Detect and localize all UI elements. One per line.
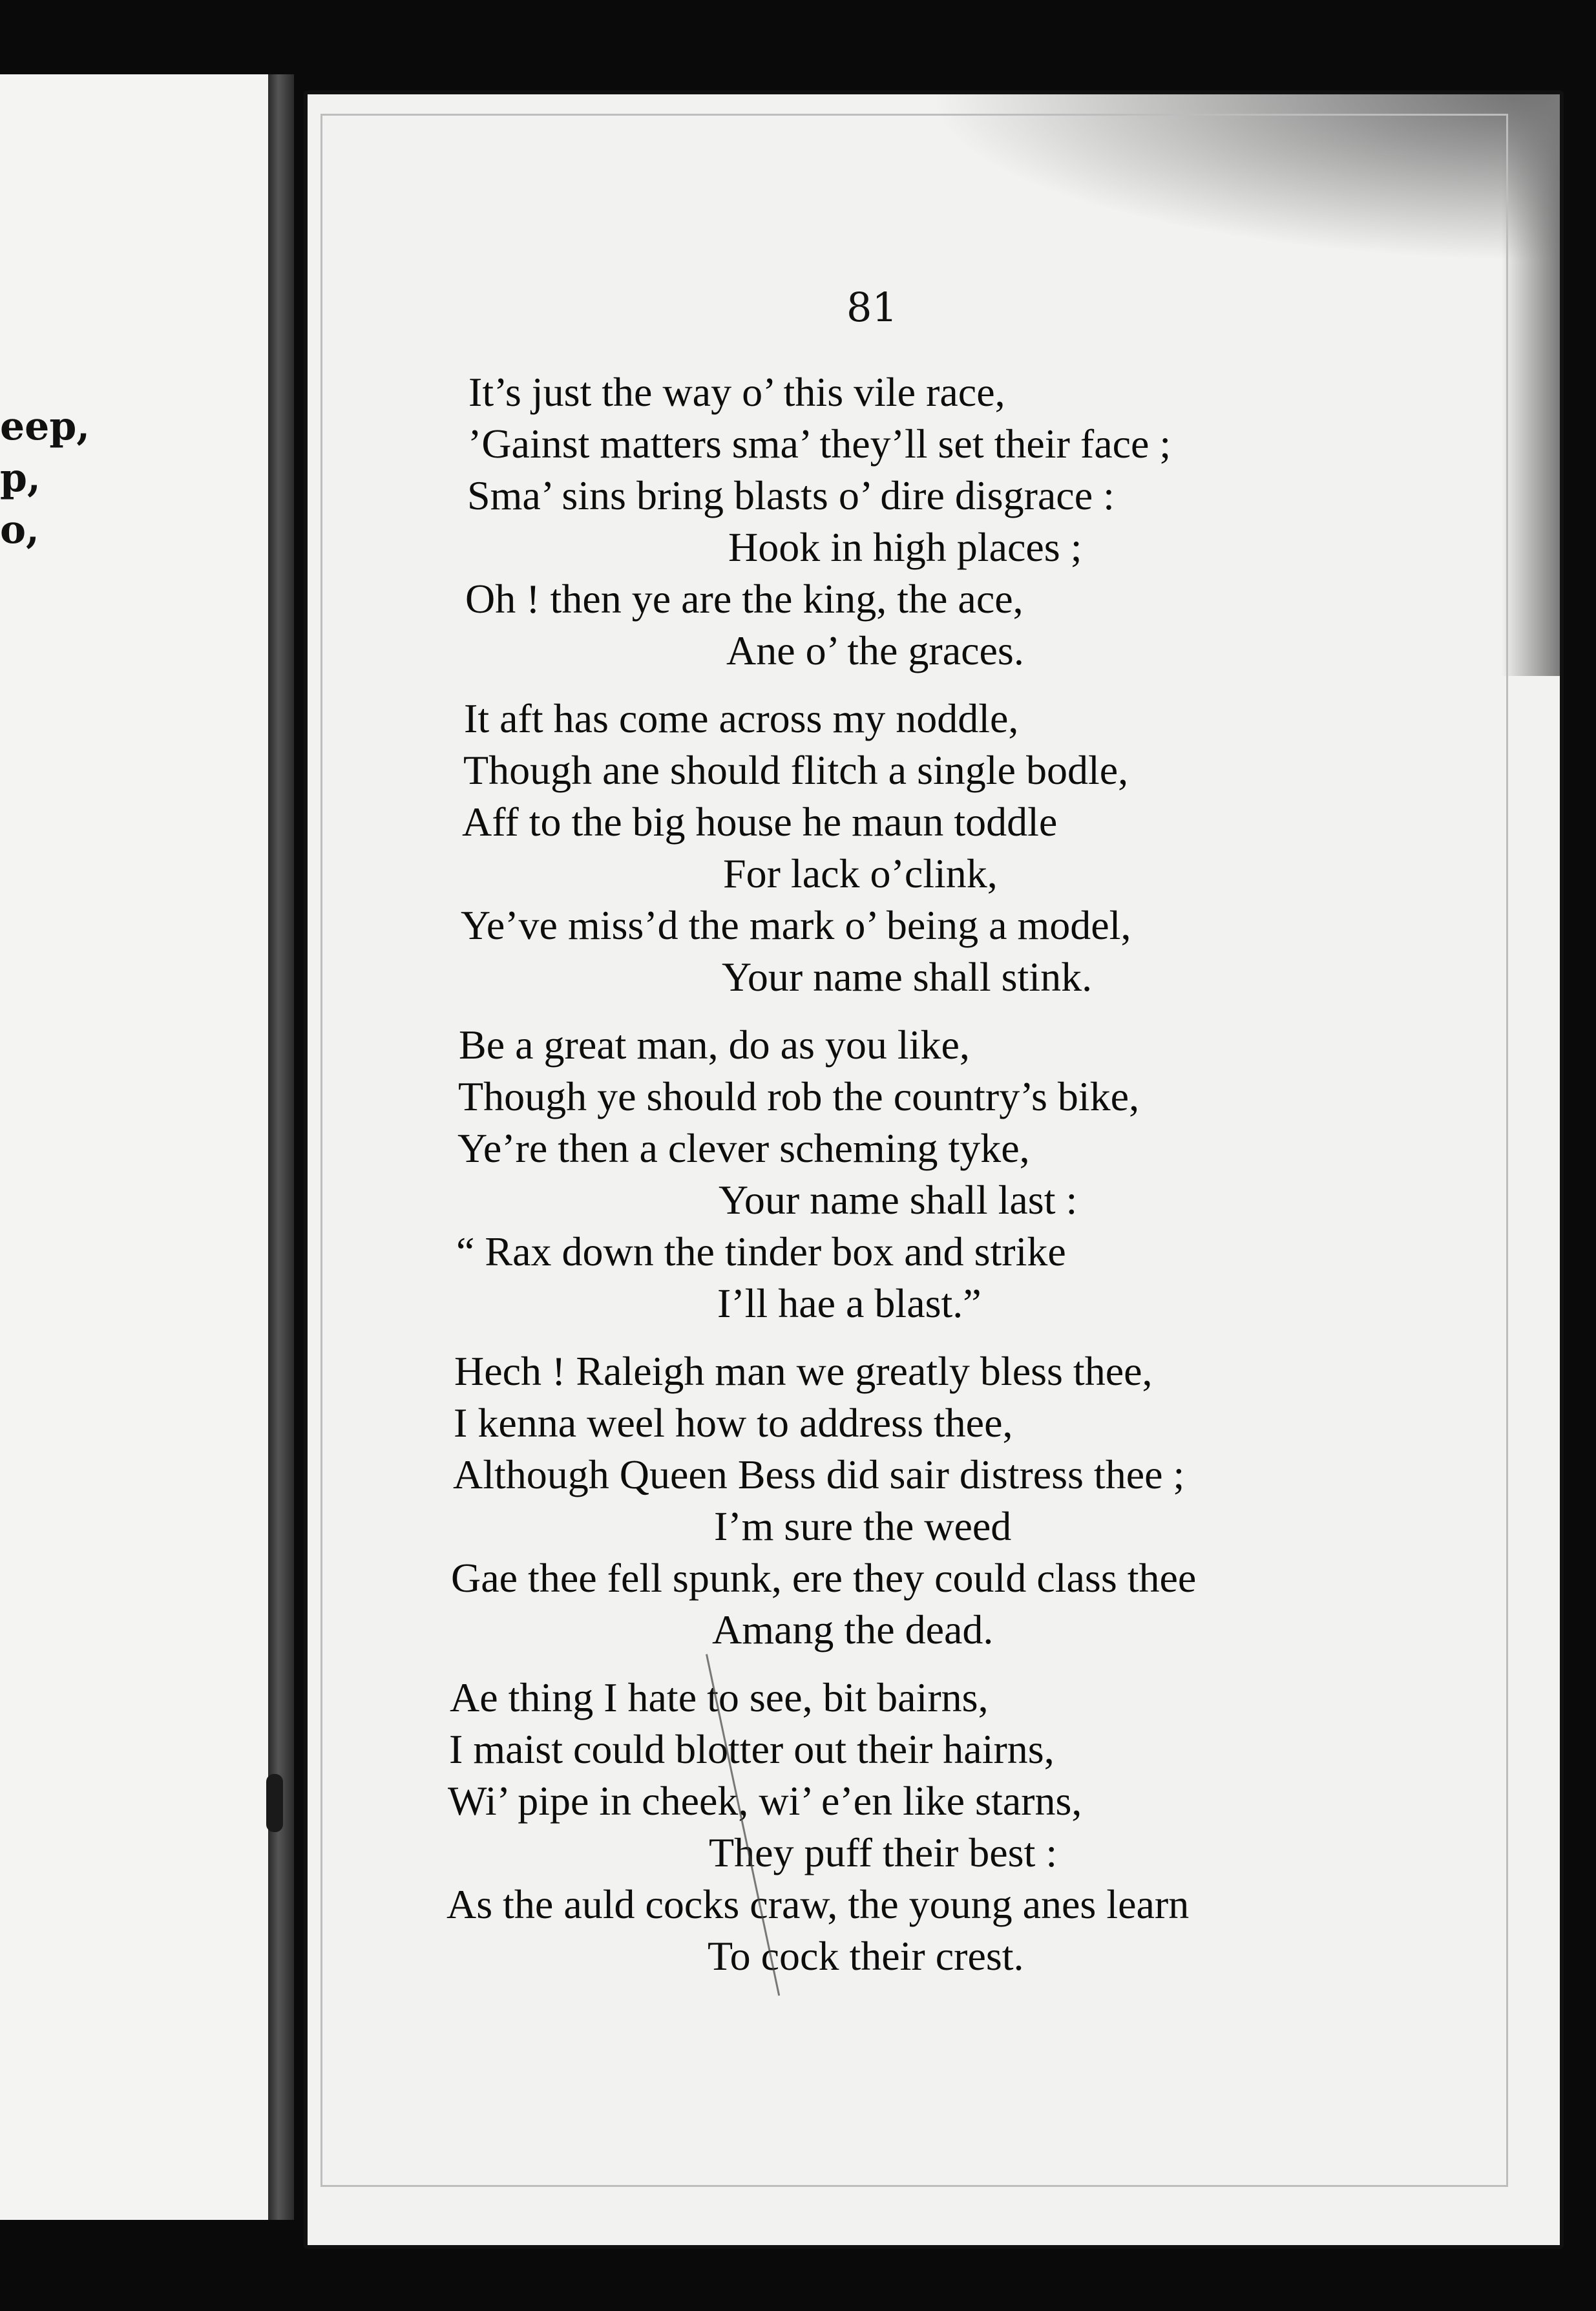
poem-line: As the auld cocks craw, the young anes learn xyxy=(446,1881,1190,1927)
poem-line: Ae thing I hate to see, bit bairns, xyxy=(450,1674,989,1720)
poem-refrain-line: I’ll hae a blast.” xyxy=(717,1280,982,1326)
poem-refrain-line: Your name shall last : xyxy=(719,1177,1078,1223)
poem-line: Ye’re then a clever scheming tyke, xyxy=(457,1125,1030,1171)
poem-line: Hech ! Raleigh man we greatly bless thee, xyxy=(454,1348,1153,1394)
poem-line: I kenna weel how to address thee, xyxy=(454,1400,1013,1446)
poem-line: It’s just the way o’ this vile race, xyxy=(468,369,1005,415)
facing-page-text-fragment: p, xyxy=(0,456,41,501)
poem-refrain-line: Ane o’ the graces. xyxy=(726,628,1024,673)
poem-refrain-line: I’m sure the weed xyxy=(714,1503,1012,1549)
poem-line: Oh ! then ye are the king, the ace, xyxy=(465,576,1024,622)
page-number: 81 xyxy=(846,284,898,331)
poem-refrain-line: Amang the dead. xyxy=(712,1607,994,1652)
poem-line: Though ye should rob the country’s bike, xyxy=(458,1073,1140,1119)
poem-line: I maist could blotter out their hairns, xyxy=(449,1726,1055,1772)
poem-refrain-line: They puff their best : xyxy=(709,1830,1058,1875)
poem-line: It aft has come across my noddle, xyxy=(464,695,1019,741)
poem-line: Ye’ve miss’d the mark o’ being a model, xyxy=(461,902,1131,948)
poem-line: Although Queen Bess did sair distress thee ; xyxy=(453,1451,1185,1497)
facing-page-text-fragment: eep, xyxy=(0,404,90,449)
poem-line: Aff to the big house he maun toddle xyxy=(462,799,1058,845)
poem-refrain-line: For lack o’clink, xyxy=(723,850,998,896)
poem-line: Gae thee fell spunk, ere they could class thee xyxy=(451,1555,1197,1601)
margin-ink-mark xyxy=(266,1774,283,1832)
poem-line: Wi’ pipe in cheek, wi’ e’en like starns, xyxy=(448,1778,1082,1824)
poem-line: Be a great man, do as you like, xyxy=(459,1022,970,1068)
poem-line: Though ane should flitch a single bodle, xyxy=(463,747,1129,793)
facing-page-text-fragment: o, xyxy=(0,507,39,553)
poem-refrain-line: To cock their crest. xyxy=(708,1933,1024,1979)
poem-line: Sma’ sins bring blasts o’ dire disgrace : xyxy=(467,472,1115,518)
poem-refrain-line: Your name shall stink. xyxy=(722,954,1093,1000)
poem-line: ’Gainst matters sma’ they’ll set their face ; xyxy=(468,421,1171,467)
poem-line: “ Rax down the tinder box and strike xyxy=(456,1229,1066,1274)
poem-refrain-line: Hook in high places ; xyxy=(728,524,1082,570)
